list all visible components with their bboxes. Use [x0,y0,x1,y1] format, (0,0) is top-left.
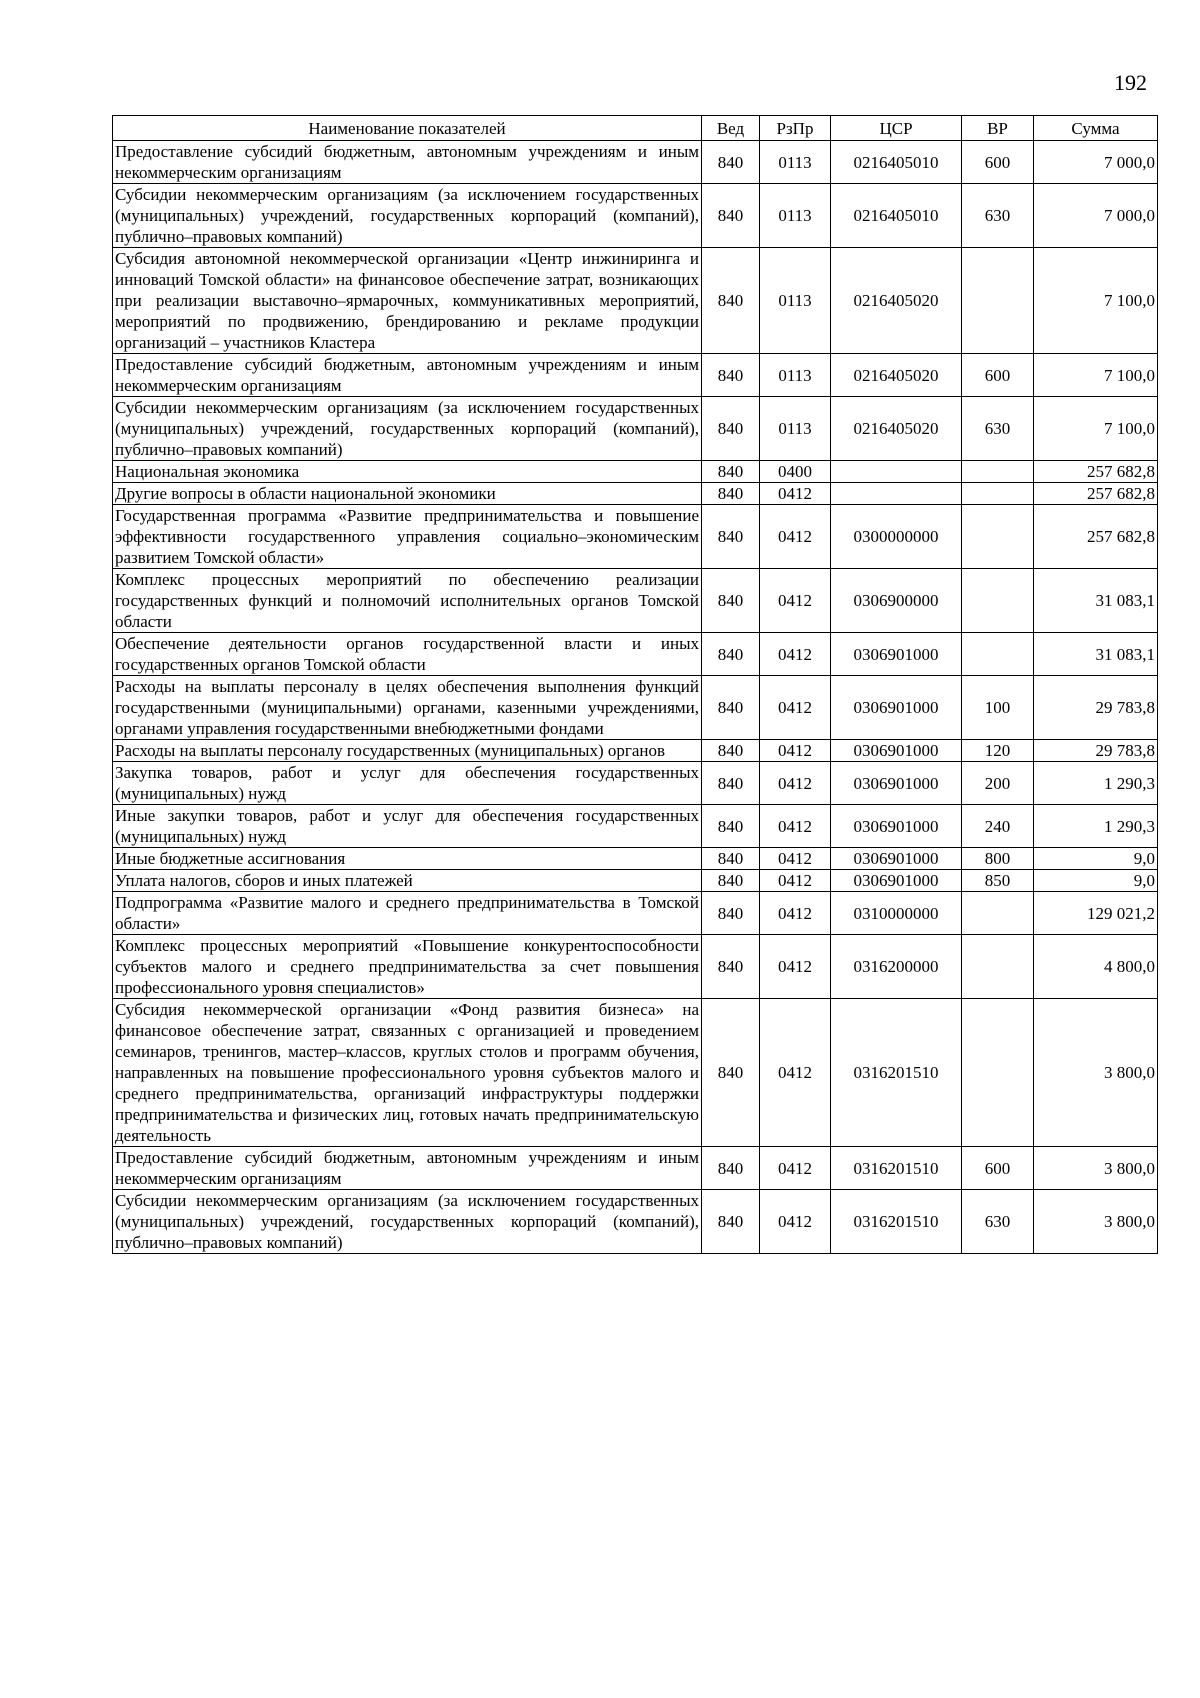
cell-rzpr: 0412 [760,483,831,505]
cell-vr: 630 [962,1190,1034,1254]
cell-vr [962,999,1034,1147]
cell-ved: 840 [702,141,760,184]
cell-rzpr: 0113 [760,184,831,248]
cell-sum: 257 682,8 [1034,461,1158,483]
cell-sum: 7 100,0 [1034,354,1158,397]
cell-name: Субсидии некоммерческим организациям (за исключением государственных (муниципальных) учреждений, государственных корпораций (компаний), публично–правовых компаний) [113,397,702,461]
cell-csr: 0216405020 [831,248,962,354]
cell-ved: 840 [702,569,760,633]
cell-vr [962,633,1034,676]
cell-rzpr: 0412 [760,505,831,569]
cell-sum: 9,0 [1034,848,1158,870]
header-sum: Сумма [1034,116,1158,141]
cell-csr: 0316201510 [831,1147,962,1190]
cell-name: Подпрограмма «Развитие малого и среднего предпринимательства в Томской области» [113,892,702,935]
cell-vr: 850 [962,870,1034,892]
cell-rzpr: 0412 [760,805,831,848]
cell-name: Другие вопросы в области национальной экономики [113,483,702,505]
cell-sum: 1 290,3 [1034,762,1158,805]
cell-csr: 0216405020 [831,397,962,461]
table-header-row [113,116,1158,141]
cell-csr: 0306901000 [831,633,962,676]
cell-rzpr: 0412 [760,569,831,633]
cell-vr: 600 [962,141,1034,184]
table-row [113,1147,1158,1190]
cell-rzpr: 0412 [760,1190,831,1254]
table-row [113,676,1158,740]
cell-name: Расходы на выплаты персоналу в целях обеспечения выполнения функций государственными (муниципальными) органами, казенными учреждениями, органами управления государственными внебюджетными фондами [113,676,702,740]
cell-sum: 3 800,0 [1034,999,1158,1147]
page-number: 192 [1114,70,1147,95]
table-row [113,935,1158,999]
cell-vr [962,248,1034,354]
cell-name: Предоставление субсидий бюджетным, автономным учреждениям и иным некоммерческим организациям [113,354,702,397]
cell-rzpr: 0113 [760,248,831,354]
cell-sum: 3 800,0 [1034,1190,1158,1254]
table-row [113,892,1158,935]
cell-csr: 0216405010 [831,141,962,184]
cell-rzpr: 0412 [760,633,831,676]
cell-vr: 800 [962,848,1034,870]
cell-rzpr: 0412 [760,935,831,999]
cell-csr: 0306901000 [831,805,962,848]
cell-vr: 100 [962,676,1034,740]
cell-csr: 0316200000 [831,935,962,999]
cell-sum: 7 100,0 [1034,397,1158,461]
cell-rzpr: 0412 [760,870,831,892]
cell-ved: 840 [702,740,760,762]
table-row [113,248,1158,354]
cell-rzpr: 0400 [760,461,831,483]
cell-csr: 0216405010 [831,184,962,248]
table-row [113,354,1158,397]
cell-ved: 840 [702,248,760,354]
cell-ved: 840 [702,676,760,740]
cell-ved: 840 [702,397,760,461]
cell-vr: 240 [962,805,1034,848]
cell-ved: 840 [702,461,760,483]
cell-sum: 4 800,0 [1034,935,1158,999]
cell-name: Комплекс процессных мероприятий по обеспечению реализации государственных функций и полномочий исполнительных органов Томской области [113,569,702,633]
header-name: Наименование показателей [113,116,702,141]
cell-rzpr: 0113 [760,141,831,184]
cell-csr [831,461,962,483]
cell-sum: 9,0 [1034,870,1158,892]
table-row [113,569,1158,633]
cell-csr: 0306901000 [831,740,962,762]
cell-ved: 840 [702,935,760,999]
cell-name: Субсидия автономной некоммерческой организации «Центр инжиниринга и инноваций Томской области» на финансовое обеспечение затрат, возникающих при реализации выставочно–ярмарочных, коммуникативных мероприятий, мероприятий по продвижению, брендированию и рекламе продукции организаций – участников Кластера [113,248,702,354]
table-row [113,505,1158,569]
cell-ved: 840 [702,483,760,505]
cell-name: Комплекс процессных мероприятий «Повышение конкурентоспособности субъектов малого и среднего предпринимательства за счет повышения профессионального уровня специалистов» [113,935,702,999]
cell-rzpr: 0412 [760,892,831,935]
cell-vr: 200 [962,762,1034,805]
cell-vr [962,505,1034,569]
cell-csr: 0306901000 [831,870,962,892]
cell-rzpr: 0412 [760,848,831,870]
cell-ved: 840 [702,184,760,248]
cell-sum: 1 290,3 [1034,805,1158,848]
cell-ved: 840 [702,1190,760,1254]
cell-rzpr: 0412 [760,999,831,1147]
cell-csr: 0306901000 [831,676,962,740]
header-csr: ЦСР [831,116,962,141]
cell-sum: 3 800,0 [1034,1147,1158,1190]
cell-csr: 0216405020 [831,354,962,397]
cell-name: Предоставление субсидий бюджетным, автономным учреждениям и иным некоммерческим организациям [113,1147,702,1190]
cell-ved: 840 [702,892,760,935]
cell-sum: 129 021,2 [1034,892,1158,935]
cell-csr: 0316201510 [831,999,962,1147]
cell-name: Закупка товаров, работ и услуг для обеспечения государственных (муниципальных) нужд [113,762,702,805]
cell-rzpr: 0113 [760,354,831,397]
cell-sum: 257 682,8 [1034,505,1158,569]
cell-sum: 7 000,0 [1034,141,1158,184]
table-row [113,848,1158,870]
cell-name: Предоставление субсидий бюджетным, автономным учреждениям и иным некоммерческим организациям [113,141,702,184]
table-row [113,740,1158,762]
cell-csr [831,483,962,505]
cell-vr: 120 [962,740,1034,762]
cell-name: Обеспечение деятельности органов государственной власти и иных государственных органов Томской области [113,633,702,676]
table-row [113,633,1158,676]
cell-vr: 600 [962,1147,1034,1190]
cell-vr [962,483,1034,505]
cell-csr: 0310000000 [831,892,962,935]
cell-csr: 0306900000 [831,569,962,633]
cell-rzpr: 0412 [760,762,831,805]
cell-ved: 840 [702,1147,760,1190]
table-row [113,184,1158,248]
header-rzpr: РзПр [760,116,831,141]
table-row [113,999,1158,1147]
cell-name: Расходы на выплаты персоналу государственных (муниципальных) органов [113,740,702,762]
cell-sum: 29 783,8 [1034,740,1158,762]
cell-vr: 600 [962,354,1034,397]
cell-csr: 0316201510 [831,1190,962,1254]
header-vr: ВР [962,116,1034,141]
cell-ved: 840 [702,999,760,1147]
cell-ved: 840 [702,505,760,569]
cell-vr [962,461,1034,483]
cell-name: Субсидии некоммерческим организациям (за исключением государственных (муниципальных) учреждений, государственных корпораций (компаний), публично–правовых компаний) [113,1190,702,1254]
budget-table [112,115,1158,1254]
cell-name: Государственная программа «Развитие предпринимательства и повышение эффективности государственного управления социально–экономическим развитием Томской области» [113,505,702,569]
cell-name: Национальная экономика [113,461,702,483]
cell-sum: 257 682,8 [1034,483,1158,505]
cell-rzpr: 0412 [760,740,831,762]
cell-name: Субсидии некоммерческим организациям (за исключением государственных (муниципальных) учреждений, государственных корпораций (компаний), публично–правовых компаний) [113,184,702,248]
cell-vr: 630 [962,184,1034,248]
cell-ved: 840 [702,762,760,805]
cell-sum: 7 100,0 [1034,248,1158,354]
cell-vr [962,569,1034,633]
table-row [113,461,1158,483]
cell-rzpr: 0412 [760,1147,831,1190]
cell-name: Субсидия некоммерческой организации «Фонд развития бизнеса» на финансовое обеспечение затрат, связанных с организацией и проведением семинаров, тренингов, мастер–классов, круглых столов и программ обучения, направленных на повышение профессионального уровня субъектов малого и среднего предпринимательства, организаций инфраструктуры поддержки предпринимательства и физических лиц, готовых начать предпринимательскую деятельность [113,999,702,1147]
cell-rzpr: 0113 [760,397,831,461]
cell-name: Иные бюджетные ассигнования [113,848,702,870]
cell-name: Уплата налогов, сборов и иных платежей [113,870,702,892]
table-row [113,805,1158,848]
table-row [113,141,1158,184]
cell-ved: 840 [702,848,760,870]
cell-csr: 0306901000 [831,762,962,805]
cell-sum: 31 083,1 [1034,569,1158,633]
table-row [113,870,1158,892]
table-body [113,141,1158,1254]
cell-vr [962,935,1034,999]
cell-sum: 31 083,1 [1034,633,1158,676]
cell-rzpr: 0412 [760,676,831,740]
cell-name: Иные закупки товаров, работ и услуг для обеспечения государственных (муниципальных) нужд [113,805,702,848]
cell-vr: 630 [962,397,1034,461]
header-ved: Вед [702,116,760,141]
cell-csr: 0306901000 [831,848,962,870]
table-row [113,483,1158,505]
table-row [113,397,1158,461]
cell-csr: 0300000000 [831,505,962,569]
cell-vr [962,892,1034,935]
cell-sum: 29 783,8 [1034,676,1158,740]
cell-ved: 840 [702,805,760,848]
cell-ved: 840 [702,870,760,892]
table-row [113,1190,1158,1254]
cell-ved: 840 [702,354,760,397]
cell-ved: 840 [702,633,760,676]
cell-sum: 7 000,0 [1034,184,1158,248]
table-row [113,762,1158,805]
